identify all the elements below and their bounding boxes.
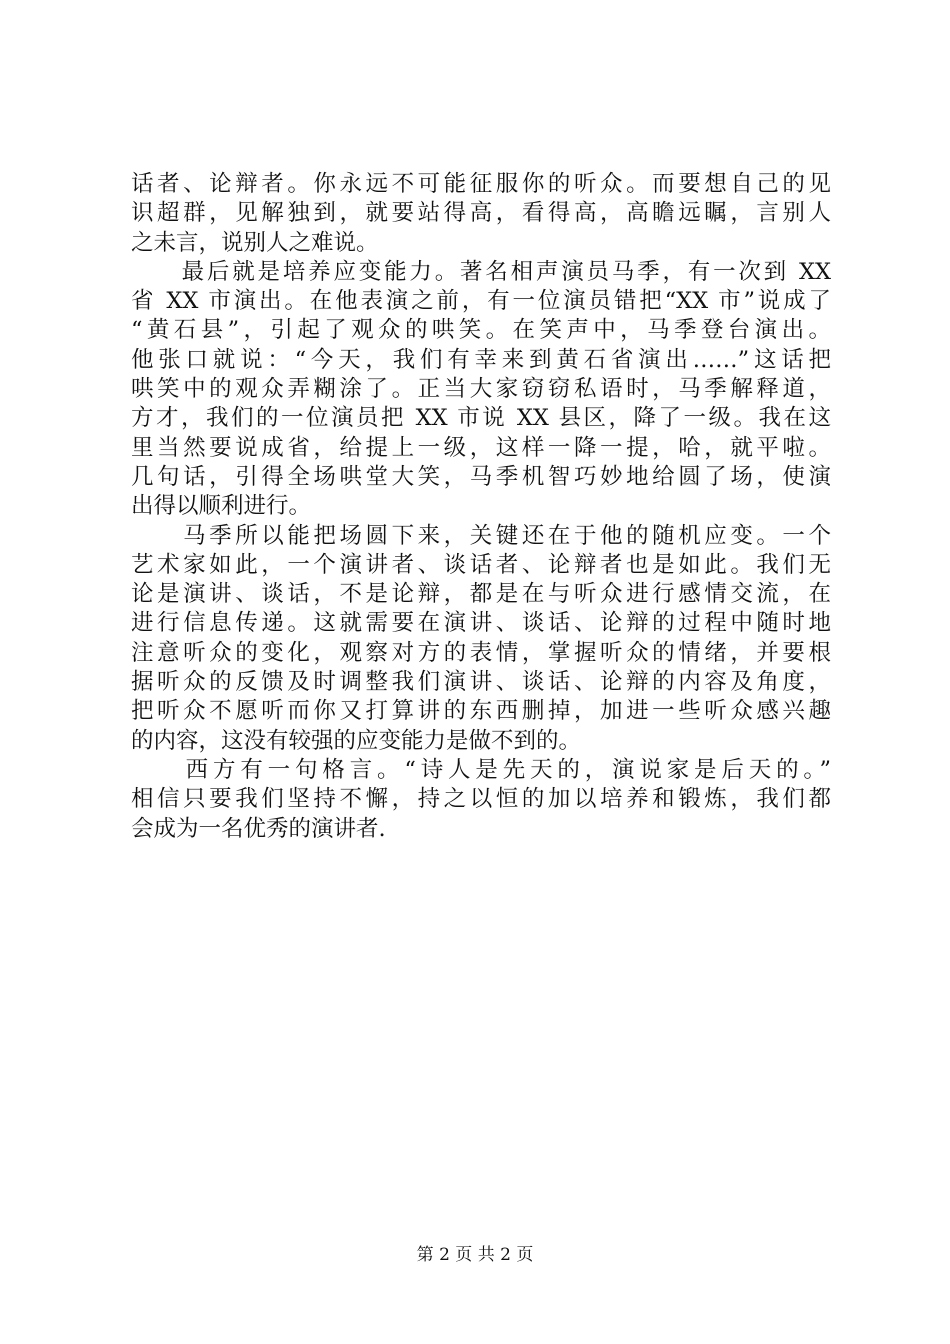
text-line: 论是演讲、谈话，不是论辩，都是在与听众进行感情交流，在 [131,581,831,608]
text-line: 之未言，说别人之难说。 [131,229,379,256]
text-line: 识超群，见解独到，就要站得高，看得高，高瞻远瞩，言别人 [131,200,831,227]
document-body [131,170,831,844]
page-footer [0,1245,950,1265]
text-line: 进行信息传递。这就需要在演讲、谈话、论辩的过程中随时地 [131,610,831,637]
text-line: 话者、论辩者。你永远不可能征服你的听众。而要想自己的见 [131,171,831,197]
text-line: 哄笑中的观众弄糊涂了。正当大家窃窃私语时，马季解释道， [131,376,831,403]
text-line: 几句话，引得全场哄堂大笑，马季机智巧妙地给圆了场，使演 [131,463,831,490]
text-line: 马季所以能把场圆下来，关键还在于他的随机应变。一个 [131,522,831,549]
text-line: 他张口就说：“今天，我们有幸来到黄石省演出……”这话把 [131,346,831,373]
text-line: 的内容，这没有较强的应变能力是做不到的。 [131,727,582,754]
paragraph [131,522,831,756]
text-line: “黄石县”，引起了观众的哄笑。在笑声中，马季登台演出。 [131,317,831,344]
paragraph [131,170,831,258]
paragraph [131,258,831,522]
text-line: 艺术家如此，一个演讲者、谈话者、论辩者也是如此。我们无 [131,551,831,578]
text-line: 出得以顺利进行。 [131,493,312,520]
text-line: 西方有一句格言。“诗人是先天的，演说家是后天的。” [131,756,831,783]
text-line: 据听众的反馈及时调整我们演讲、谈话、论辩的内容及角度， [131,669,831,696]
text-line: 会成为一名优秀的演讲者. [131,815,386,842]
text-line: 最后就是培养应变能力。著名相声演员马季，有一次到 XX [131,258,831,285]
text-line: 注意听众的变化，观察对方的表情，掌握听众的情绪，并要根 [131,639,831,666]
text-line: 里当然要说成省，给提上一级，这样一降一提，哈，就平啦。 [131,434,831,461]
paragraph [131,756,831,844]
page-number-label: 第 2 页 共 2 页 [416,1245,534,1265]
text-line: 相信只要我们坚持不懈，持之以恒的加以培养和锻炼，我们都 [131,786,831,813]
text-line: 方才，我们的一位演员把 XX 市说 XX 县区，降了一级。我在这 [131,405,831,432]
text-line: 把听众不愿听而你又打算讲的东西删掉，加进一些听众感兴趣 [131,698,831,725]
text-line: 省 XX 市演出。在他表演之前，有一位演员错把“XX 市”说成了 [131,288,831,315]
